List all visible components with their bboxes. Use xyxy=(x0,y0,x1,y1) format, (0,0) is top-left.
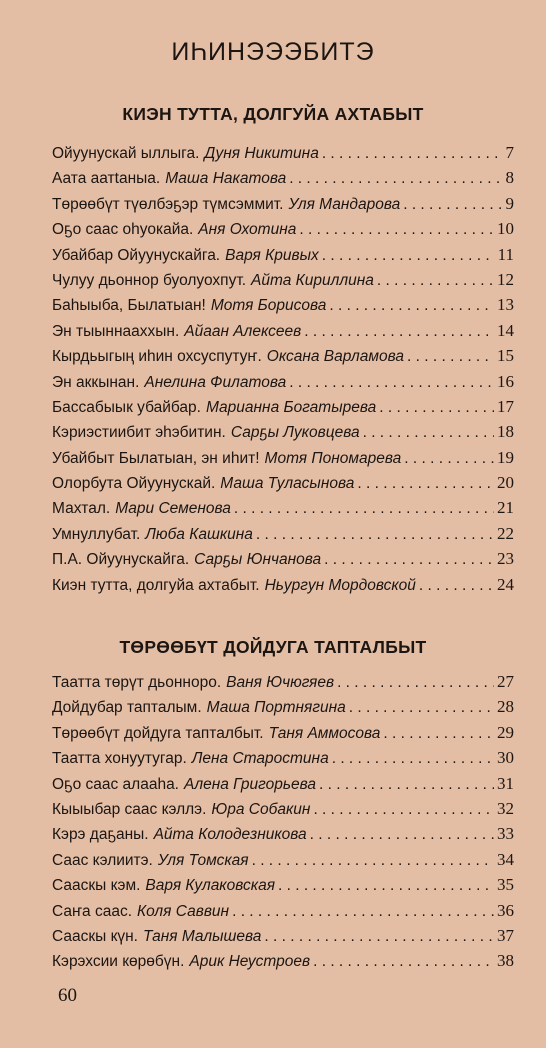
toc-entry xyxy=(52,774,514,799)
dot-leader xyxy=(252,852,494,870)
entry-author: Маша Накатова xyxy=(165,170,287,188)
entry-page-number: 35 xyxy=(497,875,514,895)
entry-title: Убайбыт Былатыан, эн иһит! xyxy=(52,449,260,467)
entry-title: Сааскы кэм. xyxy=(52,877,141,895)
entry-author: Сарҕы Юнчанова xyxy=(194,551,322,569)
dot-leader xyxy=(357,475,494,493)
entry-author: Варя Кривых xyxy=(225,246,319,264)
entry-title: Умнуллубат. xyxy=(52,525,141,543)
dot-leader xyxy=(404,450,494,468)
entry-title: Кыыыбар саас кэллэ. xyxy=(52,800,207,818)
dot-leader xyxy=(232,903,494,921)
toc-entry xyxy=(52,697,514,722)
entry-author: Маша Туласынова xyxy=(220,475,355,493)
entry-title: Кэриэстиибит эһэбитин. xyxy=(52,424,226,442)
entry-title: Таатта хонуутугар. xyxy=(52,750,187,768)
entry-title: Дойдубар тапталым. xyxy=(52,699,202,717)
entry-page-number: 23 xyxy=(497,549,514,569)
toc-entry xyxy=(52,824,514,849)
dot-leader xyxy=(304,323,494,341)
toc-entry xyxy=(52,219,514,244)
entry-title: Кырдьыгың иһин охсуспутуҥ. xyxy=(52,348,262,366)
toc-entry xyxy=(52,748,514,773)
dot-leader xyxy=(403,196,502,214)
entry-author: Айта Кириллина xyxy=(251,271,374,289)
toc-entry xyxy=(52,346,514,371)
toc-entry xyxy=(52,422,514,447)
entry-title: Чулуу дьоннор буолуохпут. xyxy=(52,271,247,289)
entry-title: Оҕо саас алааһа. xyxy=(52,775,179,793)
entry-author: Аня Охотина xyxy=(198,221,297,239)
entry-author: Ньургун Мордовской xyxy=(264,576,416,594)
section-2-entries xyxy=(52,672,514,977)
dot-leader xyxy=(289,170,502,188)
entry-author: Юра Собакин xyxy=(211,800,311,818)
entry-page-number: 21 xyxy=(497,498,514,518)
dot-leader xyxy=(383,725,494,743)
entry-title: Кэрэ даҕаны. xyxy=(52,826,149,844)
entry-title: Киэн тутта, долгуйа ахтабыт. xyxy=(52,576,260,594)
dot-leader xyxy=(324,551,494,569)
entry-author: Айаан Алексеев xyxy=(184,322,302,340)
dot-leader xyxy=(299,221,494,239)
entry-author: Алена Григорьева xyxy=(184,775,316,793)
entry-author: Арик Неустроев xyxy=(189,953,311,971)
entry-author: Сарҕы Луковцева xyxy=(230,424,360,442)
entry-page-number: 36 xyxy=(497,900,514,920)
toc-entry xyxy=(52,926,514,951)
dot-leader xyxy=(379,399,494,417)
entry-author: Ваня Ючюгяев xyxy=(226,674,335,691)
toc-entry xyxy=(52,901,514,926)
toc-entry xyxy=(52,321,514,346)
entry-page-number: 18 xyxy=(497,422,514,442)
entry-title: Махтал. xyxy=(52,500,111,518)
entry-page-number: 34 xyxy=(497,849,514,869)
dot-leader xyxy=(332,750,494,768)
entry-page-number: 8 xyxy=(505,168,514,188)
entry-title: Таатта төрүт дьонноро. xyxy=(52,674,222,691)
toc-entry xyxy=(52,498,514,523)
toc-entry xyxy=(52,672,514,697)
toc-entry xyxy=(52,799,514,824)
entry-title: Эн аккынан. xyxy=(52,373,140,391)
entry-page-number: 31 xyxy=(497,773,514,793)
entry-title: Саас кэлиитэ. xyxy=(52,851,153,869)
entry-page-number: 24 xyxy=(497,574,514,594)
entry-page-number: 19 xyxy=(497,447,514,467)
entry-title: Төрөөбүт түөлбэҕэр түмсэммит. xyxy=(52,195,284,213)
dot-leader xyxy=(310,826,494,844)
entry-author: Айта Колодезникова xyxy=(153,826,307,844)
entry-author: Мотя Пономарева xyxy=(264,449,402,467)
section-1-entries xyxy=(52,143,514,600)
toc-entry xyxy=(52,397,514,422)
entry-page-number: 9 xyxy=(505,193,514,213)
entry-page-number: 28 xyxy=(497,697,514,717)
dot-leader xyxy=(419,577,494,595)
entry-title: Эн тыыннааххын. xyxy=(52,322,180,340)
dot-leader xyxy=(363,424,494,442)
entry-page-number: 33 xyxy=(497,824,514,844)
dot-leader xyxy=(289,374,494,392)
entry-page-number: 37 xyxy=(497,925,514,945)
entry-page-number: 7 xyxy=(505,143,514,162)
dot-leader xyxy=(313,953,494,971)
page-number: 60 xyxy=(58,985,77,1006)
entry-author: Таня Аммосова xyxy=(268,724,381,742)
toc-entry xyxy=(52,270,514,295)
entry-page-number: 27 xyxy=(497,672,514,691)
toc-entry xyxy=(52,372,514,397)
entry-page-number: 22 xyxy=(497,523,514,543)
dot-leader xyxy=(377,272,494,290)
entry-title: Олорбута Ойуунускай. xyxy=(52,475,216,493)
dot-leader xyxy=(313,801,494,819)
entry-title: Аата аатtаныа. xyxy=(52,170,161,188)
entry-author: Марианна Богатырева xyxy=(205,398,377,416)
toc-entry xyxy=(52,850,514,875)
toc-entry xyxy=(52,473,514,498)
entry-author: Мари Семенова xyxy=(115,500,231,518)
entry-page-number: 20 xyxy=(497,473,514,493)
entry-page-number: 11 xyxy=(497,244,514,264)
entry-page-number: 38 xyxy=(497,951,514,971)
dot-leader xyxy=(337,674,494,692)
toc-entry xyxy=(52,194,514,219)
entry-page-number: 30 xyxy=(497,748,514,768)
toc-entry xyxy=(52,524,514,549)
toc-entry xyxy=(52,549,514,574)
toc-entry xyxy=(52,723,514,748)
entry-title: Кэрэхсии көрөбүн. xyxy=(52,953,185,971)
entry-page-number: 16 xyxy=(497,371,514,391)
toc-entry xyxy=(52,245,514,270)
dot-leader xyxy=(322,145,503,163)
entry-author: Мотя Борисова xyxy=(210,297,327,315)
toc-entry xyxy=(52,875,514,900)
dot-leader xyxy=(329,297,494,315)
entry-title: Саҥа саас. xyxy=(52,902,133,920)
entry-page-number: 10 xyxy=(497,219,514,239)
toc-entry xyxy=(52,951,514,976)
dot-leader xyxy=(256,526,494,544)
entry-title: П.А. Ойуунускайга. xyxy=(52,551,190,569)
entry-author: Анелина Филатова xyxy=(144,373,287,391)
dot-leader xyxy=(278,877,494,895)
section-title-2: ТӨРӨӨБҮТ ДОЙДУГА ТАПТАЛБЫТ xyxy=(119,637,427,657)
dot-leader xyxy=(319,776,494,794)
entry-page-number: 13 xyxy=(497,295,514,315)
entry-title: Оҕо саас оһуокайа. xyxy=(52,221,194,239)
toc-entry xyxy=(52,143,514,168)
dot-leader xyxy=(322,247,495,265)
toc-entry xyxy=(52,295,514,320)
entry-author: Уля Мандарова xyxy=(288,195,401,213)
page-title: ИҺИНЭЭЭБИТЭ xyxy=(171,38,375,66)
dot-leader xyxy=(407,348,494,366)
entry-title: Баһыыба, Былатыан! xyxy=(52,297,206,315)
toc-entry xyxy=(52,168,514,193)
toc-entry xyxy=(52,448,514,473)
dot-leader xyxy=(264,928,494,946)
toc-entry xyxy=(52,575,514,600)
entry-author: Коля Саввин xyxy=(137,902,230,920)
entry-page-number: 12 xyxy=(497,269,514,289)
entry-author: Оксана Варламова xyxy=(266,348,405,366)
dot-leader xyxy=(349,699,494,717)
entry-author: Маша Портнягина xyxy=(206,699,346,717)
entry-title: Убайбар Ойуунускайга. xyxy=(52,246,221,264)
entry-page-number: 15 xyxy=(497,346,514,366)
entry-title: Төрөөбүт дойдуга тапталбыт. xyxy=(52,724,264,742)
entry-author: Таня Малышева xyxy=(142,927,262,945)
entry-author: Люба Кашкина xyxy=(145,525,253,543)
entry-page-number: 17 xyxy=(497,396,514,416)
entry-title: Бассабыык убайбар. xyxy=(52,398,201,416)
entry-author: Уля Томская xyxy=(157,851,249,869)
entry-author: Варя Кулаковская xyxy=(145,877,275,895)
entry-title: Сааскы күн. xyxy=(52,927,138,945)
entry-title: Ойуунускай ыллыга. xyxy=(52,145,200,162)
entry-page-number: 29 xyxy=(497,722,514,742)
entry-author: Дуня Никитина xyxy=(204,145,319,162)
entry-page-number: 32 xyxy=(497,798,514,818)
section-title-1: КИЭН ТУТТА, ДОЛГУЙА АХТАБЫТ xyxy=(122,104,424,124)
entry-page-number: 14 xyxy=(497,320,514,340)
dot-leader xyxy=(234,500,494,518)
entry-author: Лена Старостина xyxy=(191,750,329,768)
